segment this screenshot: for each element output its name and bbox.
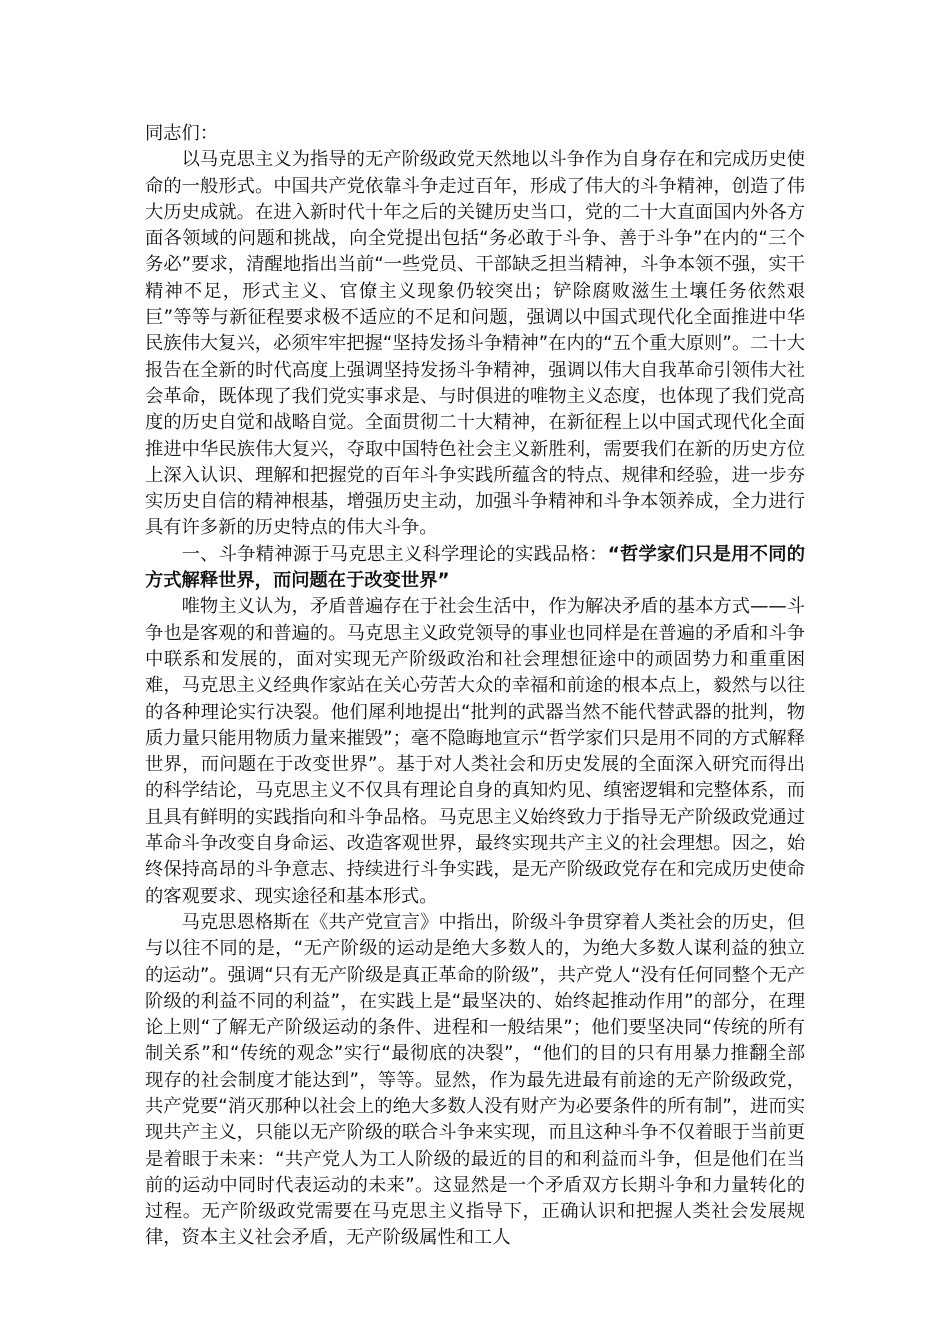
document-body [145, 121, 805, 1252]
section-heading-quote: “哲学家们只是用不同的方式解释世界，而问题在于改变世界” [145, 543, 806, 592]
section-heading-lead: 一、斗争精神源于马克思主义科学理论的实践品格： [181, 543, 608, 565]
section-heading-text [145, 544, 805, 591]
paragraph-manifesto: 马克思恩格斯在《共产党宣言》中指出，阶级斗争贯穿着人类社会的历史，但与以往不同的是，“无产阶级的运动是绝大多数人的，为绝大多数人谋利益的独立的运动”。强调“只有无产阶级是真正革命的阶级”，共产党人“没有任何同整个无产阶级的利益不同的利益”，在实践上是“最坚决的、始终起推动作用”的部分，在理论上则“了解无产阶级运动的条件、进程和一般结果”；他们要坚决同“传统的所有制关系”和“传统的观念”实行“最彻底的决裂”，“他们的目的只有用暴力推翻全部现存的社会制度才能达到”，等等。显然，作为最先进最有前途的无产阶级政党，共产党要“消灭那种以社会上的绝大多数人没有财产为必要条件的所有制”，进而实现共产主义，只能以无产阶级的联合斗争来实现，而且这种斗争不仅着眼于当前更是着眼于未来：“共产党人为工人阶级的最近的目的和利益而斗争，但是他们在当前的运动中同时代表运动的未来”。这显然是一个矛盾双方长期斗争和力量转化的过程。无产阶级政党需要在马克思主义指导下，正确认识和把握人类社会发展规律，资本主义社会矛盾，无产阶级属性和工人 [145, 911, 805, 1249]
section-heading [145, 542, 805, 595]
salutation: 同志们： [145, 123, 219, 144]
paragraph-materialism: 唯物主义认为，矛盾普遍存在于社会生活中，作为解决矛盾的基本方式——斗争也是客观的和普遍的。马克思主义政党领导的事业也同样是在普遍的矛盾和斗争中联系和发展的，面对实现无产阶级政治和社会理想征途中的顽固势力和重重困难，马克思主义经典作家站在关心劳苦大众的幸福和前途的根本点上，毅然与以往的各种理论实行决裂。他们犀利地提出“批判的武器当然不能代替武器的批判，物质力量只能用物质力量来摧毁”；毫不隐晦地宣示“哲学家们只是用不同的方式解释世界，而问题在于改变世界”。基于对人类社会和历史发展的全面深入研究而得出的科学结论，马克思主义不仅具有理论自身的真知灼见、缜密逻辑和完整体系，而且具有鲜明的实践指向和斗争品格。马克思主义始终致力于指导无产阶级政党通过革命斗争改变自身命运、改造客观世界，最终实现共产主义的社会理想。因之，始终保持高昂的斗争意志、持续进行斗争实践，是无产阶级政党存在和完成历史使命的客观要求、现实途径和基本形式。 [145, 596, 805, 907]
paragraph-intro: 以马克思主义为指导的无产阶级政党天然地以斗争作为自身存在和完成历史使命的一般形式。中国共产党依靠斗争走过百年，形成了伟大的斗争精神，创造了伟大历史成就。在进入新时代十年之后的关键历史当口，党的二十大直面国内外各方面各领域的问题和挑战，向全党提出包括“务必敢于斗争、善于斗争”在内的“三个务必”要求，清醒地指出当前“一些党员、干部缺乏担当精神，斗争本领不强，实干精神不足，形式主义、官僚主义现象仍较突出；铲除腐败滋生土壤任务依然艰巨”等等与新征程要求极不适应的不足和问题，强调以中国式现代化全面推进中华民族伟大复兴，必须牢牢把握“坚持发扬斗争精神”在内的“五个重大原则”。二十大报告在全新的时代高度上强调坚持发扬斗争精神，强调以伟大自我革命引领伟大社会革命，既体现了我们党实事求是、与时俱进的唯物主义态度，也体现了我们党高度的历史自觉和战略自觉。全面贯彻二十大精神，在新征程上以中国式现代化全面推进中华民族伟大复兴，夺取中国特色社会主义新胜利，需要我们在新的历史方位上深入认识、理解和把握党的百年斗争实践所蕴含的特点、规律和经验，进一步夯实历史自信的精神根基，增强历史主动，加强斗争精神和斗争本领养成，全力进行具有许多新的历史特点的伟大斗争。 [145, 149, 805, 539]
